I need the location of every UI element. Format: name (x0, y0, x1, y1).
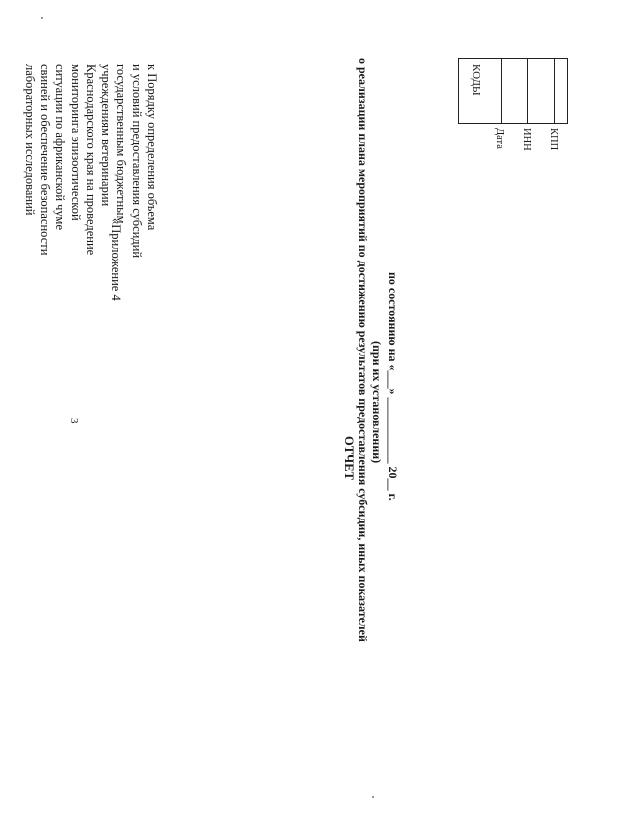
appendix-line: к Порядку определения объема (145, 64, 159, 231)
appendix-title: «Приложение 4 (109, 218, 123, 301)
codes-header: КОДЫ (470, 64, 482, 96)
code-label-inn: ИНН (521, 128, 532, 151)
appendix-order-text (21, 64, 159, 258)
report-note: (при их установлении) (370, 341, 384, 464)
report-date-line: по состоянию на «___» ___________ 20__ г. (386, 272, 400, 501)
codes-divider (554, 59, 555, 123)
scan-speck (372, 796, 374, 798)
appendix-line: государственным бюджетным (114, 64, 129, 224)
appendix-line: мониторинга эпизоотической (68, 64, 83, 221)
report-subtitle: о реализации плана мероприятий по достижению результатов предоставления субсидии, иных показателей (356, 58, 370, 642)
code-label-kpp: КПП (548, 128, 559, 151)
appendix-line: Краснодарского края на проведение (83, 64, 98, 256)
appendix-line: и условий предоставления субсидий (129, 64, 144, 259)
appendix-line: ситуации по африканской чуме (53, 64, 68, 231)
report-title: ОТЧЕТ (342, 436, 356, 480)
page-number: 3 (68, 418, 80, 424)
appendix-line: свиней и обеспечение безопасности (37, 64, 52, 256)
appendix-line: учреждениям ветеринарии (99, 64, 114, 207)
codes-divider (501, 59, 502, 123)
codes-divider (527, 59, 528, 123)
scan-speck (41, 17, 43, 19)
appendix-line: лабораторных исследований (22, 64, 37, 216)
code-label-date: Дата (494, 128, 505, 149)
